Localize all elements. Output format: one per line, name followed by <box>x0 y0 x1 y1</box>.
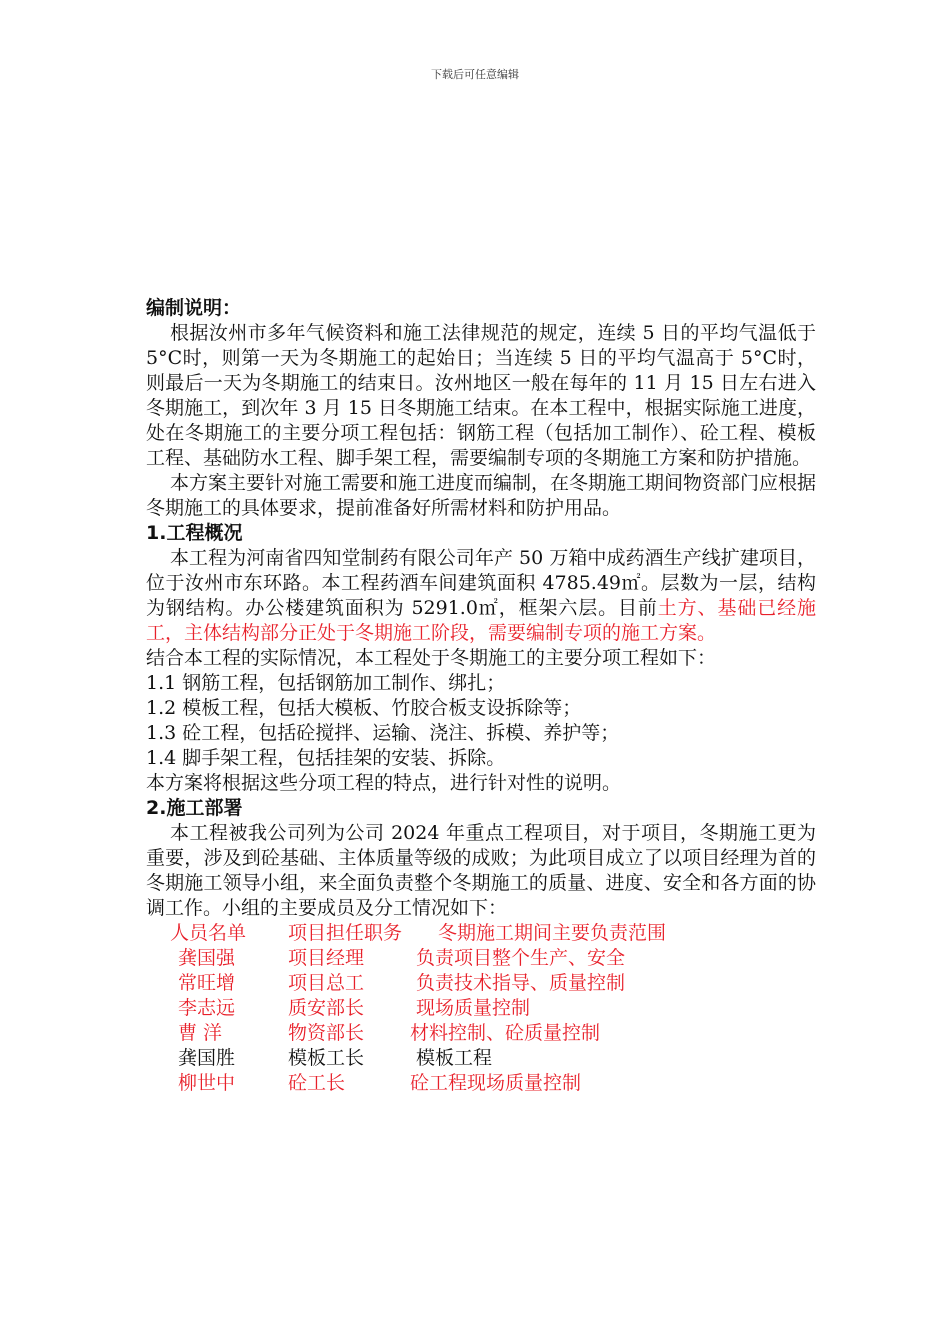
staff-name: 龚国胜 <box>178 1047 236 1069</box>
staff-table-header <box>170 921 816 946</box>
section-1-text: 本工程为河南省四知堂制药有限公司年产 50 万箱中成药酒生产线扩建项目，位于汝州市东环路。本工程药酒车间建筑面积 4785.49㎡。层数为一层，结构为钢结构。办公楼建筑面积为 5291.0㎡，框架六层。目前 <box>146 547 816 619</box>
staff-scope: 负责技术指导、质量控制 <box>416 972 626 994</box>
table-row <box>170 1021 816 1046</box>
header-role: 项目担任职务 <box>288 922 403 944</box>
section-1-highlight: 土方、基础已经施工，主体结构部分正处于冬期施工阶段，需要编制专项的施工方案。 <box>146 597 816 644</box>
staff-scope: 砼工程现场质量控制 <box>410 1072 582 1094</box>
staff-name: 柳世中 <box>178 1072 236 1094</box>
section-1-paragraph-1 <box>146 546 816 646</box>
staff-scope: 材料控制、砼质量控制 <box>410 1022 601 1044</box>
staff-name: 常旺增 <box>178 972 236 994</box>
staff-role: 质安部长 <box>288 997 365 1019</box>
staff-name: 李志远 <box>178 997 236 1019</box>
staff-role: 物资部长 <box>288 1022 365 1044</box>
page-header-note: 下载后可任意编辑 <box>431 68 519 81</box>
table-row <box>170 946 816 971</box>
staff-scope: 负责项目整个生产、安全 <box>416 947 626 969</box>
intro-heading: 编制说明： <box>146 297 242 319</box>
staff-name: 龚国强 <box>178 947 236 969</box>
section-1-heading: 1.工程概况 <box>146 522 243 544</box>
document-body <box>146 296 816 1096</box>
list-item: 1.3 砼工程，包括砼搅拌、运输、浇注、拆模、养护等； <box>146 722 620 744</box>
intro-paragraph-2: 本方案主要针对施工需要和施工进度而编制，在冬期施工期间物资部门应根据冬期施工的具体要求，提前准备好所需材料和防护用品。 <box>146 472 817 519</box>
table-row <box>170 1071 816 1096</box>
list-item: 1.1 钢筋工程，包括钢筋加工制作、绑扎； <box>146 672 506 694</box>
staff-table <box>170 921 816 1096</box>
list-item: 1.2 模板工程，包括大模板、竹胶合板支设拆除等； <box>146 697 582 719</box>
staff-role: 模板工长 <box>288 1047 365 1069</box>
list-item: 1.4 脚手架工程，包括挂架的安装、拆除。 <box>146 747 506 769</box>
table-row <box>170 996 816 1021</box>
section-1-paragraph-3: 本方案将根据这些分项工程的特点，进行针对性的说明。 <box>146 772 622 794</box>
staff-role: 项目经理 <box>288 947 365 969</box>
staff-role: 砼工长 <box>288 1072 346 1094</box>
intro-paragraph-1: 根据汝州市多年气候资料和施工法律规范的规定，连续 5 日的平均气温低于 5°C时，则第一天为冬期施工的起始日；当连续 5 日的平均气温高于 5°C时，则最后一天为冬期施工的结束日。汝州地区一般在每年的 11 月 15 日左右进入冬期施工，到次年 3 月 15 日冬期施工结束。在本工程中，根据实际施工进度，处在冬期施工的主要分项工程包括：钢筋工程（包括加工制作）、砼工程、模板工程、基础防水工程、脚手架工程，需要编制专项的冬期施工方案和防护措施。 <box>146 322 816 469</box>
staff-scope: 模板工程 <box>416 1047 493 1069</box>
staff-name: 曹 洋 <box>178 1022 223 1044</box>
section-2-paragraph-1: 本工程被我公司列为公司 2024 年重点工程项目，对于项目，冬期施工更为重要，涉及到砼基础、主体质量等级的成败；为此项目成立了以项目经理为首的冬期施工领导小组，来全面负责整个冬期施工的质量、进度、安全和各方面的协调工作。小组的主要成员及分工情况如下： <box>146 822 816 919</box>
staff-role: 项目总工 <box>288 972 365 994</box>
header-scope: 冬期施工期间主要负责范围 <box>438 922 667 944</box>
table-row <box>170 1046 816 1071</box>
section-2-heading: 2.施工部署 <box>146 797 243 819</box>
header-name: 人员名单 <box>170 922 247 944</box>
staff-scope: 现场质量控制 <box>416 997 531 1019</box>
table-row <box>170 971 816 996</box>
section-1-paragraph-2: 结合本工程的实际情况，本工程处于冬期施工的主要分项工程如下： <box>146 647 717 669</box>
